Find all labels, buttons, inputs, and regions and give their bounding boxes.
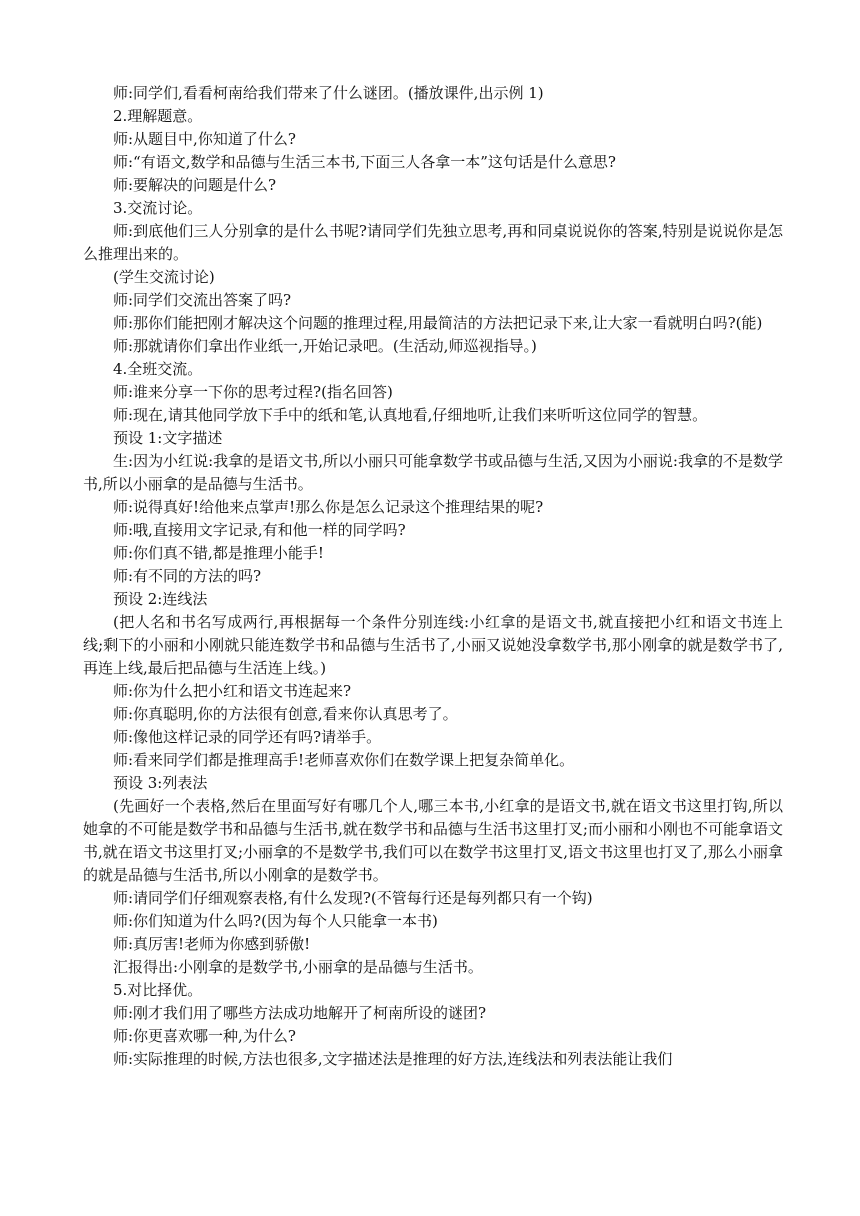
paragraph: 师:谁来分享一下你的思考过程?(指名回答)	[113, 383, 393, 401]
paragraph: 师:那就请你们拿出作业纸一,开始记录吧。(生活动,师巡视指导。)	[113, 337, 537, 355]
paragraph: 师:有不同的方法的吗?	[113, 567, 262, 585]
paragraph: 师:看来同学们都是推理高手!老师喜欢你们在数学课上把复杂简单化。	[113, 751, 575, 769]
paragraph: 师:哦,直接用文字记录,有和他一样的同学吗?	[113, 521, 406, 539]
paragraph: 师:请同学们仔细观察表格,有什么发现?(不管每行还是每列都只有一个钩)	[113, 889, 593, 907]
paragraph: 师:要解决的问题是什么?	[113, 176, 277, 194]
document-body	[83, 82, 783, 1071]
paragraph: 师:刚才我们用了哪些方法成功地解开了柯南所设的谜团?	[113, 1004, 487, 1022]
paragraph: 师:你更喜欢哪一种,为什么?	[113, 1027, 296, 1045]
paragraph: 师:真厉害!老师为你感到骄傲!	[113, 935, 311, 953]
subheading: 预设 2:连线法	[113, 590, 208, 608]
paragraph: 师:你真聪明,你的方法很有创意,看来你认真思考了。	[113, 705, 458, 723]
paragraph: 师:同学们,看看柯南给我们带来了什么谜团。(播放课件,出示例 1)	[113, 84, 544, 102]
paragraph: 师:“有语文,数学和品德与生活三本书,下面三人各拿一本”这句话是什么意思?	[113, 153, 616, 171]
section-heading: 3.交流讨论。	[113, 199, 203, 217]
section-heading: 2.理解题意。	[113, 107, 203, 125]
paragraph: 师:你们知道为什么吗?(因为每个人只能拿一本书)	[113, 912, 438, 930]
paragraph: 师:从题目中,你知道了什么?	[113, 130, 296, 148]
paragraph: (学生交流讨论)	[113, 268, 215, 286]
paragraph: 师:说得真好!给他来点掌声!那么你是怎么记录这个推理结果的呢?	[113, 498, 544, 516]
paragraph: 师:实际推理的时候,方法也很多,文字描述法是推理的好方法,连线法和列表法能让我们	[113, 1050, 673, 1068]
section-heading: 5.对比择优。	[113, 981, 203, 999]
paragraph: 师:那你们能把刚才解决这个问题的推理过程,用最简洁的方法把记录下来,让大家一看就明白吗?(能)	[113, 314, 763, 332]
paragraph: 师:同学们交流出答案了吗?	[113, 291, 292, 309]
subheading: 预设 1:文字描述	[113, 429, 223, 447]
paragraph: 生:因为小红说:我拿的是语文书,所以小丽只可能拿数学书或品德与生活,又因为小丽说:我拿的不是数学书,所以小丽拿的是品德与生活书。	[83, 452, 783, 493]
paragraph: 师:像他这样记录的同学还有吗?请举手。	[113, 728, 382, 746]
paragraph: 师:你们真不错,都是推理小能手!	[113, 544, 324, 562]
subheading: 预设 3:列表法	[113, 774, 208, 792]
paragraph: 师:到底他们三人分别拿的是什么书呢?请同学们先独立思考,再和同桌说说你的答案,特别是说说你是怎么推理出来的。	[83, 222, 783, 263]
paragraph: (把人名和书名写成两行,再根据每一个条件分别连线:小红拿的是语文书,就直接把小红和语文书连上线;剩下的小丽和小刚就只能连数学书和品德与生活书了,小丽又说她没拿数学书,那小刚拿的就是数学书了,再连上线,最后把品德与生活连上线。)	[83, 613, 783, 677]
section-heading: 4.全班交流。	[113, 360, 203, 378]
paragraph: 汇报得出:小刚拿的是数学书,小丽拿的是品德与生活书。	[113, 958, 483, 976]
paragraph: (先画好一个表格,然后在里面写好有哪几个人,哪三本书,小红拿的是语文书,就在语文书这里打钩,所以她拿的不可能是数学书和品德与生活书,就在数学书和品德与生活书这里打叉;而小丽和小刚也不可能拿语文书,就在语文书这里打叉;小丽拿的不是数学书,我们可以在数学书这里打叉,语文书这里也打叉了,那么小丽拿的就是品德与生活书,所以小刚拿的是数学书。	[83, 797, 783, 884]
paragraph: 师:你为什么把小红和语文书连起来?	[113, 682, 352, 700]
paragraph: 师:现在,请其他同学放下手中的纸和笔,认真地看,仔细地听,让我们来听听这位同学的智慧。	[113, 406, 708, 424]
